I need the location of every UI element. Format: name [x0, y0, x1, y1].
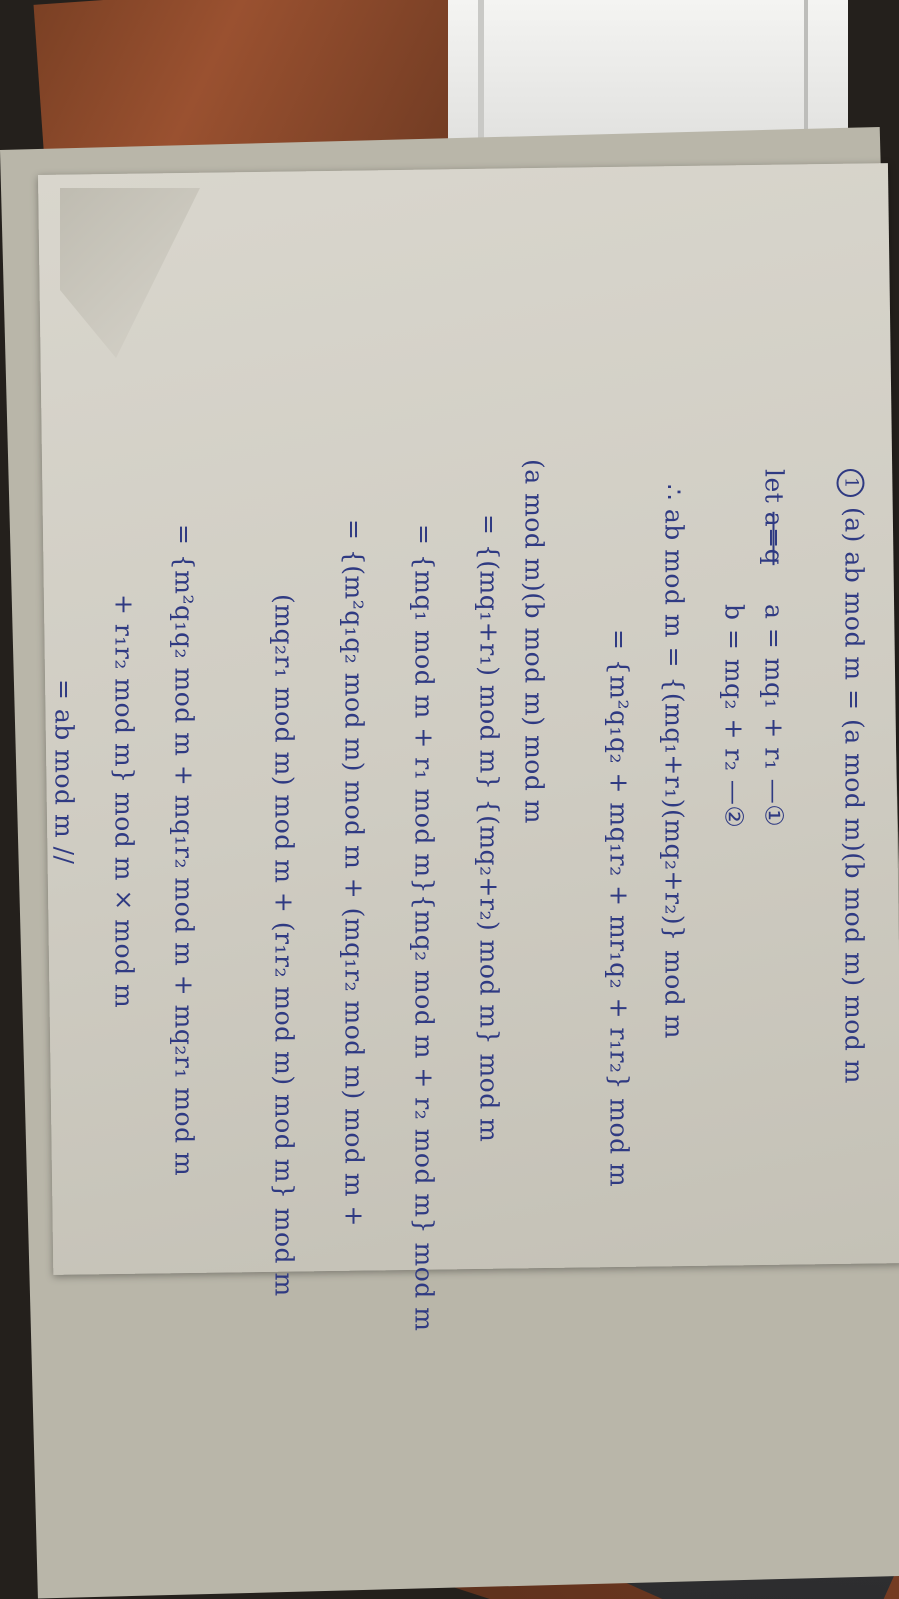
line-ab-mod-m: ∴ ab mod m = {(mq₁+r₁)(mq₂+r₂)} mod m [659, 484, 689, 1039]
question-number-circle: 1 [837, 469, 865, 497]
line-expanded: = {m²q₁q₂ + mq₁r₂ + mr₁q₂ + r₁r₂} mod m [604, 629, 634, 1188]
line-rhs-step1: = {(mq₁+r₁) mod m} {(mq₂+r₂) mod m} mod m [474, 514, 504, 1143]
line-let-prefix: let a=q [759, 469, 789, 566]
line-rhs-step4-cont: + r₁r₂ mod m} mod m × mod m [109, 594, 139, 1009]
line-question: 1(a) ab mod m = (a mod m)(b mod m) mod m [837, 469, 869, 1084]
line-rhs-step3-cont: (mq₂r₁ mod m) mod m + (r₁r₂ mod m) mod m} mod m [269, 594, 299, 1297]
line-let-b: b = mq₂ + r₂ —② [719, 604, 749, 829]
struck-text: a=q [759, 511, 789, 566]
line-rhs-start: (a mod m)(b mod m) mod m [519, 459, 549, 825]
line-rhs-step4: = {m²q₁q₂ mod m + mq₁r₂ mod m + mq₂r₁ mod m [169, 524, 199, 1177]
line-let-a: a = mq₁ + r₁ —① [759, 604, 789, 828]
handwritten-proof [0, 224, 899, 1374]
line-conclusion: = ab mod m // [49, 679, 79, 865]
line-rhs-step3: = {(m²q₁q₂ mod m) mod m + (mq₁r₂ mod m) mod m + [339, 519, 369, 1227]
line-rhs-step2: = {mq₁ mod m + r₁ mod m}{mq₂ mod m + r₂ mod m} mod m [409, 524, 439, 1332]
